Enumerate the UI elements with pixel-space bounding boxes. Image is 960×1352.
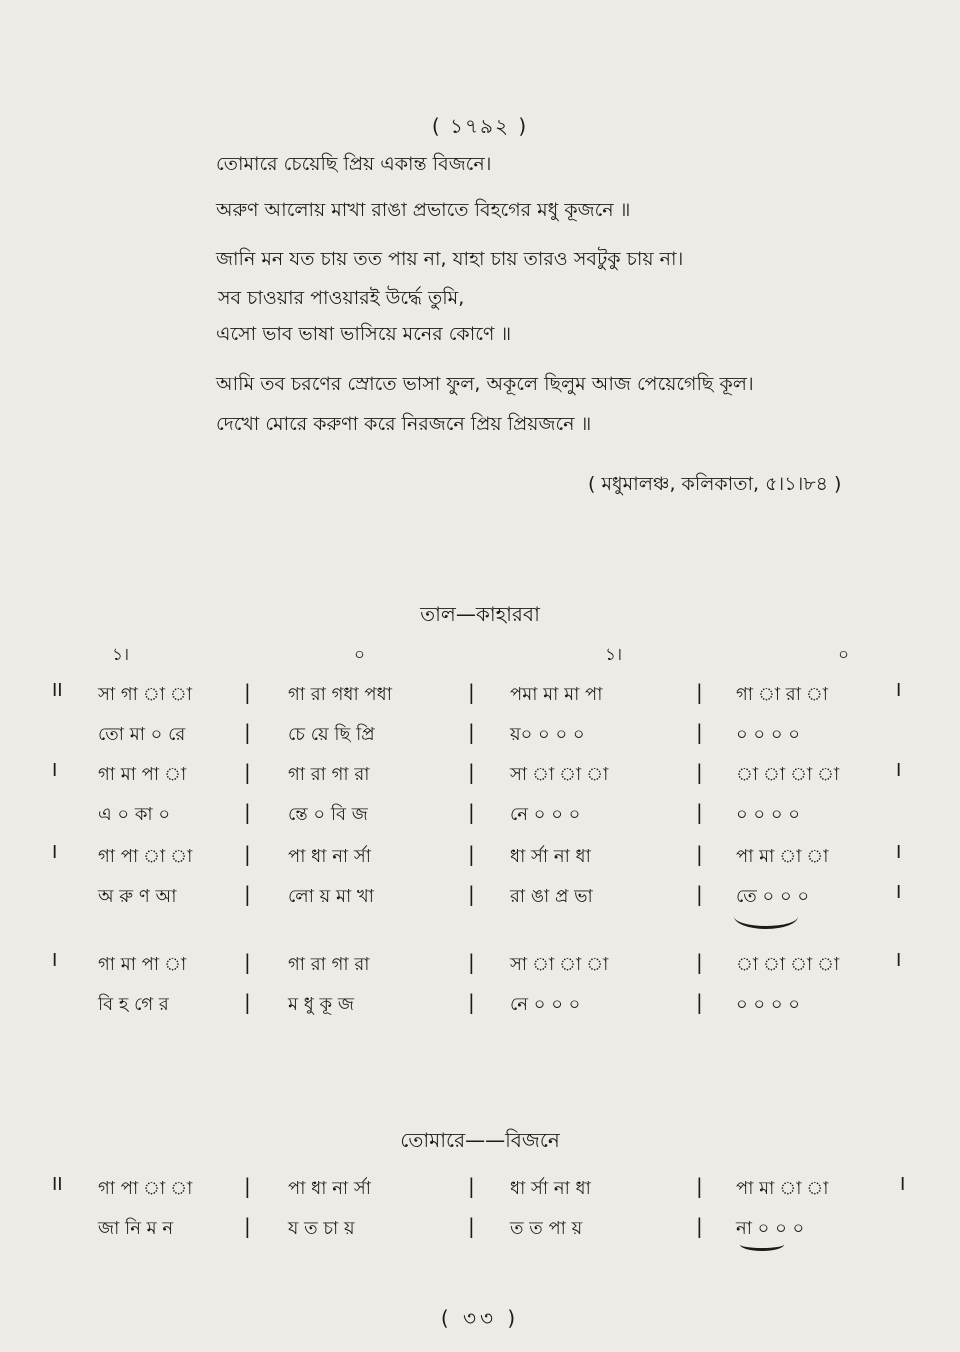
tala-title: তাল—কাহারবা: [420, 602, 540, 626]
bar-separator: |: [244, 1214, 251, 1238]
bar-separator: |: [468, 1214, 475, 1238]
lyric-line-7: দেখো মোরে করুণা করে নিরজনে প্রিয় প্রিয়জনে ॥: [216, 413, 592, 435]
measure-2: ম ধু কূ জ: [288, 994, 354, 1015]
row-end-bar: I: [900, 1174, 906, 1195]
bar-separator: |: [696, 1174, 703, 1198]
bar-separator: |: [468, 842, 475, 866]
row-end-bar: I: [896, 680, 902, 701]
bar-separator: |: [244, 720, 251, 744]
measure-4: না ০ ০ ০: [736, 1218, 805, 1239]
lyric-line-5: এসো ভাব ভাষা ভাসিয়ে মনের কোণে ॥: [216, 323, 512, 345]
beat-marker-2: ০: [354, 645, 366, 665]
bar-separator: |: [696, 950, 703, 974]
row-end-bar: I: [896, 842, 902, 863]
measure-3: ত ত পা য়: [510, 1218, 583, 1239]
beat-marker-3: ১।: [605, 645, 623, 665]
measure-1: অ রু ণ আ: [98, 886, 177, 907]
notation-row: [0, 760, 960, 794]
bar-separator: |: [468, 882, 475, 906]
bar-separator: |: [244, 950, 251, 974]
measure-4: া া া া: [736, 764, 840, 785]
measure-3: পমা মা মা পা: [510, 684, 603, 705]
measure-3: ধা র্সা না ধা: [510, 846, 591, 867]
measure-2: চে য়ে ছি প্রি: [288, 724, 375, 745]
bar-separator: |: [468, 720, 475, 744]
bar-separator: |: [244, 990, 251, 1014]
measure-1: বি হ গে র: [98, 994, 169, 1015]
lyric-syllable-row: [0, 882, 960, 916]
lyric-line-1: তোমারে চেয়েছি প্রিয় একান্ত বিজনে।: [216, 153, 492, 175]
bar-separator: |: [244, 760, 251, 784]
measure-4: ০ ০ ০ ০: [736, 804, 800, 825]
measure-4: পা মা া া: [736, 1178, 829, 1199]
measure-4: তে ০ ০ ০: [736, 886, 810, 907]
measure-4: গা া রা া: [736, 684, 828, 705]
row-end-bar: I: [896, 950, 902, 971]
notation-row: [0, 950, 960, 984]
lyric-syllable-row: [0, 800, 960, 834]
measure-2: গা রা গা রা: [288, 954, 370, 975]
measure-3: নে ০ ০ ০: [510, 804, 581, 825]
measure-3: রা ঙা প্র ভা: [510, 886, 593, 907]
measure-3: য়০ ০ ০ ০: [510, 724, 585, 745]
row-end-bar: I: [896, 760, 902, 781]
lyric-syllable-row: [0, 1214, 960, 1248]
bar-separator: |: [244, 1174, 251, 1198]
measure-4: ০ ০ ০ ০: [736, 994, 800, 1015]
bar-separator: |: [696, 1214, 703, 1238]
measure-4: পা মা া া: [736, 846, 829, 867]
measure-2: ন্তে ০ বি জ: [288, 804, 368, 825]
measure-2: লো য় মা খা: [288, 886, 374, 907]
bar-separator: |: [468, 760, 475, 784]
bar-separator: |: [468, 1174, 475, 1198]
lyric-line-4: সব চাওয়ার পাওয়ারই উর্দ্ধে তুমি,: [218, 287, 465, 309]
slur-mark: [740, 1238, 784, 1251]
measure-3: নে ০ ০ ০: [510, 994, 581, 1015]
notation-row: [0, 1174, 960, 1208]
measure-2: গা রা গা রা: [288, 764, 370, 785]
measure-2: য ত চা য়: [288, 1218, 355, 1239]
bar-separator: |: [468, 680, 475, 704]
page-number: ( ৩৩ ): [440, 1306, 520, 1330]
measure-2: পা ধা না র্সা: [288, 846, 371, 867]
lyric-syllable-row: [0, 720, 960, 754]
slur-mark: [734, 904, 798, 929]
measure-1: জা নি ম ন: [98, 1218, 174, 1239]
source-citation: ( মধুমালঞ্চ, কলিকাতা, ৫।১।৮৪ ): [588, 473, 842, 495]
measure-1: গা পা া া: [98, 846, 193, 867]
lyric-line-2: অরুণ আলোয় মাখা রাঙা প্রভাতে বিহগের মধু কূজনে ॥: [216, 199, 631, 221]
beat-marker-1: ১।: [112, 645, 130, 665]
row-start-bar: II: [52, 1174, 63, 1195]
bar-separator: |: [696, 990, 703, 1014]
bar-separator: |: [244, 800, 251, 824]
bar-separator: |: [696, 800, 703, 824]
bar-separator: |: [244, 882, 251, 906]
measure-1: তো মা ০ রে: [98, 724, 186, 745]
section-title: তোমারে——বিজনে: [400, 1128, 560, 1152]
row-start-bar: II: [52, 680, 63, 701]
bar-separator: |: [468, 950, 475, 974]
row-end-bar: I: [896, 882, 902, 903]
song-number: ( ১৭৯২ ): [431, 114, 529, 138]
row-start-bar: I: [52, 842, 58, 863]
measure-3: সা া া া: [510, 954, 609, 975]
measure-1: গা মা পা া: [98, 954, 187, 975]
measure-4: ০ ০ ০ ০: [736, 724, 800, 745]
bar-separator: |: [696, 720, 703, 744]
measure-1: গা মা পা া: [98, 764, 187, 785]
bar-separator: |: [244, 680, 251, 704]
notation-row: [0, 680, 960, 714]
measure-1: সা গা া া: [98, 684, 192, 705]
measure-1: গা পা া া: [98, 1178, 193, 1199]
row-start-bar: I: [52, 760, 58, 781]
bar-separator: |: [696, 842, 703, 866]
measure-3: সা া া া: [510, 764, 609, 785]
measure-2: পা ধা না র্সা: [288, 1178, 371, 1199]
measure-3: ধা র্সা না ধা: [510, 1178, 591, 1199]
bar-separator: |: [244, 842, 251, 866]
beat-marker-4: ০: [838, 645, 850, 665]
lyric-line-3: জানি মন যত চায় তত পায় না, যাহা চায় তারও সবটুকু চায় না।: [216, 248, 684, 270]
measure-2: গা রা গধা পধা: [288, 684, 392, 705]
notation-row: [0, 842, 960, 876]
bar-separator: |: [468, 800, 475, 824]
row-start-bar: I: [52, 950, 58, 971]
lyric-line-6: আমি তব চরণের স্রোতে ভাসা ফুল, অকূলে ছিলুম আজ পেয়েগেছি কূল।: [216, 373, 754, 395]
bar-separator: |: [696, 680, 703, 704]
lyric-syllable-row: [0, 990, 960, 1024]
bar-separator: |: [696, 882, 703, 906]
measure-1: এ ০ কা ০: [98, 804, 171, 825]
bar-separator: |: [696, 760, 703, 784]
bar-separator: |: [468, 990, 475, 1014]
measure-4: া া া া: [736, 954, 840, 975]
